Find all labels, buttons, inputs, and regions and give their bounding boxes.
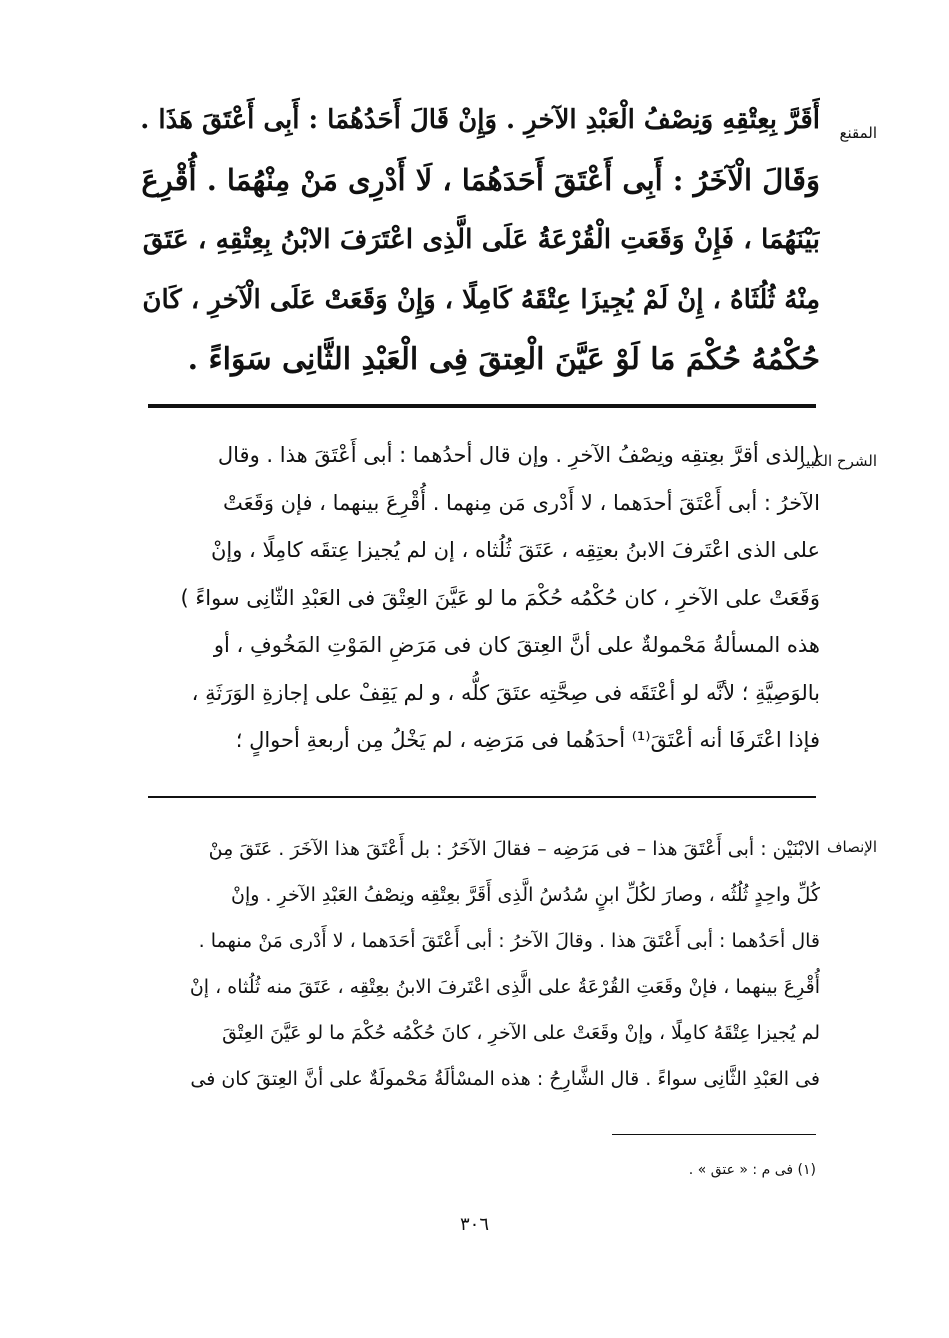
sharh-line: فإذا اعْتَرفَا أنه أعْتَقَ⁽¹⁾ أحدَهُما فى مَرَضِه ، لم يَخْلُ مِن أربعةِ أحوالٍ ؛	[235, 728, 820, 752]
insaf-line: لم يُجيزا عِتْقَهُ كامِلًا ، وإنْ وقَعَتْ على الآخرِ ، كانَ حُكْمُه حُكْمَ ما لو عَيَّنَ العِتْقَ	[222, 1022, 820, 1044]
insaf-line: قال أحَدُهما : أبى أَعْتَقَ هذا . وقالَ الآخرُ : أبى أَعْتَقَ أحَدَهما ، لا أَدْرى مَنْ منهما .	[198, 930, 820, 952]
section-divider-thick	[148, 404, 816, 408]
label-muqni: المقنع	[839, 124, 877, 142]
footnote: (١) فى م : « عتق » .	[688, 1162, 816, 1178]
sharh-line: الآخرُ : أبى أَعْتَقَ أحدَهما ، لا أَدْرى مَن مِنهما . أُقْرِعَ بينهما ، فإن وَقَعَتْ	[223, 490, 820, 515]
sharh-line: بالوَصِيَّةِ ؛ لأنَّه لو أعْتَقَه فى صِحَّتِه عتَقَ كلُّه ، و لم يَقِفْ على إجازةِ الوَرَثَةِ ،	[191, 680, 820, 705]
muqni-line: بَيْنَهُمَا ، فَإِنْ وَقَعَتِ الْقُرْعَةُ عَلَى الَّذِى اعْتَرَفَ الابْنُ بِعِتْقِهِ ، عَتَقَ	[142, 224, 820, 255]
muqni-line: وَقَالَ الْآخَرُ : أَبِى أَعْتَقَ أَحَدَهُمَا ، لَا أَدْرِى مَنْ مِنْهُمَا . أُقْرِعَ	[141, 163, 820, 197]
sharh-line: على الذى اعْتَرفَ الابنُ بعتِقِه ، عَتَقَ ثُلُثاه ، إن لم يُجيزا عِتقَه كامِلًا ، وإنْ	[210, 538, 820, 562]
muqni-line: حُكْمُهُ حُكْمَ مَا لَوْ عَيَّنَ الْعِتقَ فِى الْعَبْدِ الثَّانِى سَوَاءً .	[187, 342, 820, 377]
insaf-line: فى العَبْدِ الثَّانِى سواءً . قال الشَّارِحُ : هذه المسْألَةُ مَحْمولَةٌ على أنَّ العِتقَ كان فى	[190, 1068, 820, 1090]
label-sharh: الشرح الكبير	[797, 452, 877, 470]
footnote-divider	[612, 1134, 816, 1135]
section-divider-thin	[148, 796, 816, 798]
sharh-line: وَقَعَتْ على الآخرِ ، كان حُكْمُه حُكْمَ ما لو عَيَّنَ العِتْقَ فى العَبْدِ الثّانِى سواءً )	[180, 585, 820, 610]
muqni-line: مِنْهُ ثُلُثَاهُ ، إِنْ لَمْ يُجِيزَا عِتْقَهُ كَامِلًا ، وَإِنْ وَقَعَتْ عَلَى الْآخرِ ، كَانَ	[142, 285, 820, 315]
insaf-text	[140, 826, 820, 1102]
label-insaf: الإنصاف	[826, 838, 877, 856]
insaf-line: الابْنَيْن : أبى أَعْتَقَ هذا – فى مَرَضِه – فقالَ الآخَرُ : بل أَعْتَقَ هذا الآخَرَ . عَتَقَ مِنْ	[208, 838, 820, 860]
insaf-line: كُلِّ واحِدٍ ثُلُثُه ، وصارَ لكُلِّ ابنٍ سُدُسُ الَّذِى أَقَرَّ بعِتْقِه ونِصْفُ العَبْدِ الآخرِ . وإنْ	[231, 884, 820, 906]
insaf-line: أُقْرِعَ بينهما ، فإنْ وقَعَتِ القُرْعَةُ على الَّذِى اعْتَرفَ الابنُ بعِتْقِه ، عَتَقَ منه ثُلُثاه ، إنْ	[189, 976, 820, 998]
sharh-line: هذه المسألةُ مَحْمولةٌ على أنَّ العِتقَ كان فى مَرَضِ المَوْتِ المَخُوفِ ، أو	[213, 633, 820, 657]
muqni-line: أَقَرَّ بِعِتْقِهِ وَنِصْفُ الْعَبْدِ الآخرِ . وَإِنْ قَالَ أَحَدُهُمَا : أَبِى أَعْتَقَ هَذَا .	[140, 105, 820, 135]
muqni-text	[140, 90, 820, 390]
sharh-line: ( الذى أقرَّ بعِتقِه ونِصْفُ الآخرِ . وإن قال أحدُهما : أبى أَعْتَقَ هذا . وقال	[217, 443, 820, 467]
page-number: ٣٠٦	[459, 1214, 489, 1235]
sharh-text	[140, 432, 820, 765]
